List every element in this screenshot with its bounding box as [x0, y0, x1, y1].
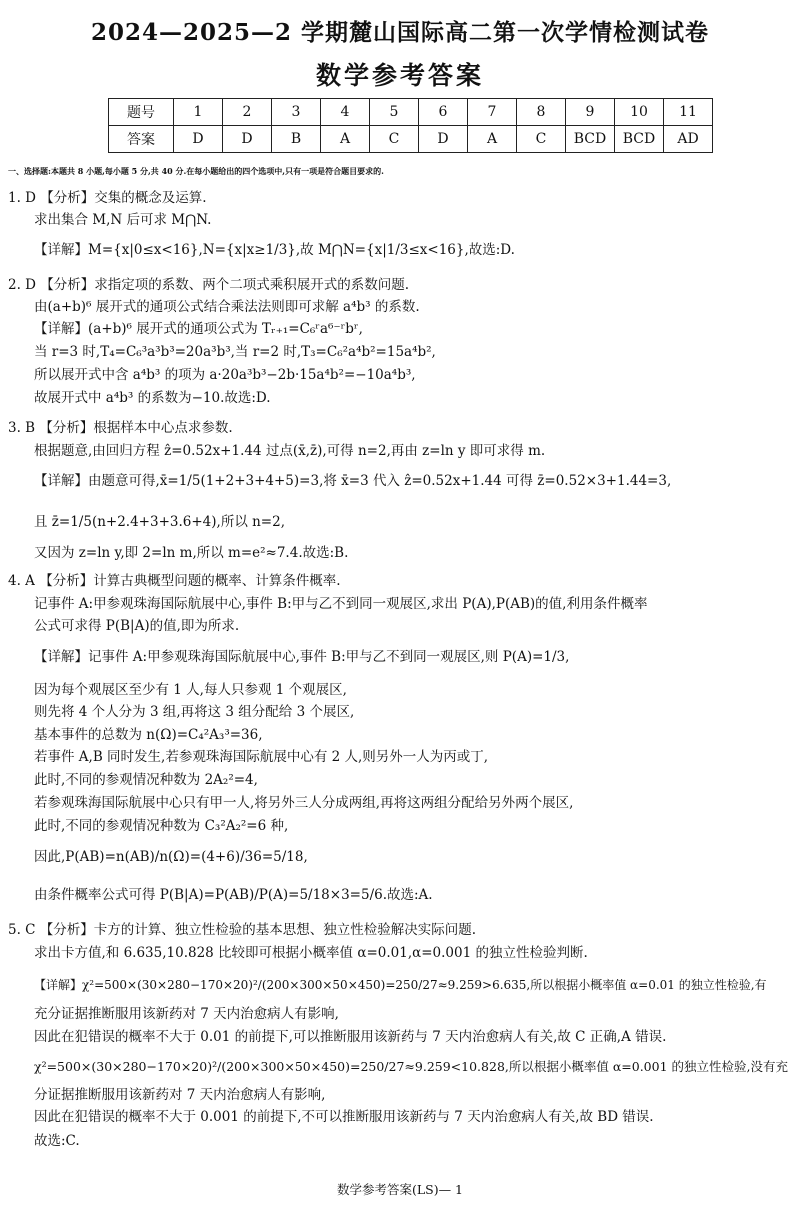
solution-line: 故选:C. — [34, 1133, 80, 1149]
solution-line: 【详解】(a+b)⁶ 展开式的通项公式为 Tᵣ₊₁=C₆ʳa⁶⁻ʳbʳ, — [34, 321, 363, 337]
solution-line: 基本事件的总数为 n(Ω)=C₄²A₃³=36, — [34, 727, 263, 743]
solution-line: 当 r=3 时,T₄=C₆³a³b³=20a³b³,当 r=2 时,T₃=C₆²a⁴b²=15a⁴b², — [34, 344, 436, 360]
answer-cell: BCD — [566, 126, 615, 153]
answer-cell: BCD — [615, 126, 664, 153]
solution-line: 此时,不同的参观情况种数为 2A₂²=4, — [34, 772, 258, 788]
question-number: 11 — [664, 99, 713, 126]
question-heading: 5. C 【分析】卡方的计算、独立性检验的基本思想、独立性检验解决实际问题. — [8, 922, 477, 938]
solution-line: 公式可求得 P(B|A)的值,即为所求. — [34, 618, 240, 634]
exam-title: 2024—2025—2 学期麓山国际高二第一次学情检测试卷 — [90, 19, 710, 46]
question-heading: 3. B 【分析】根据样本中心点求参数. — [8, 420, 233, 436]
question-number: 2 — [223, 99, 272, 126]
answer-cell: AD — [664, 126, 713, 153]
answer-cell: B — [272, 126, 321, 153]
question-number: 8 — [517, 99, 566, 126]
answer-subtitle: 数学参考答案 — [315, 61, 484, 90]
solution-line: 因此在犯错误的概率不大于 0.01 的前提下,可以推断服用该新药与 7 天内治愈病人有关,故 C 正确,A 错误. — [34, 1029, 667, 1045]
section-heading: 一、选择题:本题共 8 小题,每小题 5 分,共 40 分.在每小题给出的四个选项中,只有一项是符合题目要求的. — [8, 166, 384, 176]
question-number: 3 — [272, 99, 321, 126]
solution-line: 根据题意,由回归方程 ẑ=0.52x+1.44 过点(x̄,z̄),可得 n=2,再由 z=ln y 即可求得 m. — [34, 443, 546, 459]
question-number: 5 — [370, 99, 419, 126]
answer-cell: D — [174, 126, 223, 153]
solution-line: 故展开式中 a⁴b³ 的系数为−10.故选:D. — [34, 390, 271, 406]
solution-line: 因此在犯错误的概率不大于 0.001 的前提下,不可以推断服用该新药与 7 天内治愈病人有关,故 BD 错误. — [34, 1109, 654, 1125]
answer-cell: A — [321, 126, 370, 153]
answer-cell: C — [370, 126, 419, 153]
answer-cell: C — [517, 126, 566, 153]
question-number: 9 — [566, 99, 615, 126]
question-heading: 4. A 【分析】计算古典概型问题的概率、计算条件概率. — [8, 573, 341, 589]
answer-key-table — [108, 98, 713, 153]
row-label-answer: 答案 — [109, 126, 174, 153]
solution-line: 此时,不同的参观情况种数为 C₃²A₂²=6 种, — [34, 818, 289, 834]
question-number: 7 — [468, 99, 517, 126]
answer-row — [109, 126, 713, 153]
question-heading: 2. D 【分析】求指定项的系数、两个二项式乘积展开式的系数问题. — [8, 277, 410, 293]
solution-line: 【详解】M={x|0≤x<16},N={x|x≥1/3},故 M⋂N={x|1/3≤x<16},故选:D. — [34, 242, 515, 258]
solution-line: 因此,P(AB)=n(AB)/n(Ω)=(4+6)/36=5/18, — [34, 849, 308, 865]
solution-line: 【详解】由题意可得,x̄=1/5(1+2+3+4+5)=3,将 x̄=3 代入 ẑ=0.52x+1.44 可得 z̄=0.52×3+1.44=3, — [34, 473, 672, 489]
question-number-row — [109, 99, 713, 126]
solution-line: 求出卡方值,和 6.635,10.828 比较即可根据小概率值 α=0.01,α=0.001 的独立性检验判断. — [34, 945, 588, 961]
solution-line: 由(a+b)⁶ 展开式的通项公式结合乘法法则即可求解 a⁴b³ 的系数. — [34, 299, 420, 315]
solution-line: 又因为 z=ln y,即 2=ln m,所以 m=e²≈7.4.故选:B. — [34, 545, 349, 561]
answer-cell: D — [223, 126, 272, 153]
solution-line: 且 z̄=1/5(n+2.4+3+3.6+4),所以 n=2, — [34, 514, 286, 530]
question-number: 10 — [615, 99, 664, 126]
answer-cell: A — [468, 126, 517, 153]
answer-cell: D — [419, 126, 468, 153]
row-label-number: 题号 — [109, 99, 174, 126]
solution-line: 则先将 4 个人分为 3 组,再将这 3 组分配给 3 个展区, — [34, 704, 355, 720]
solution-line: 求出集合 M,N 后可求 M⋂N. — [34, 212, 212, 228]
solution-line: 因为每个观展区至少有 1 人,每人只参观 1 个观展区, — [34, 682, 347, 698]
page-footer: 数学参考答案(LS)— 1 — [336, 1182, 464, 1197]
solution-line: 【详解】χ²=500×(30×280−170×20)²/(200×300×50×450)=250/27≈9.259>6.635,所以根据小概率值 α=0.01 的独立性检验,有 — [34, 978, 767, 992]
solution-line: 分证据推断服用该新药对 7 天内治愈病人有影响, — [34, 1087, 326, 1103]
solution-line: χ²=500×(30×280−170×20)²/(200×300×50×450)=250/27≈9.259<10.828,所以根据小概率值 α=0.001 的独立性检验,没有充 — [34, 1059, 788, 1074]
question-number: 1 — [174, 99, 223, 126]
solution-line: 若参观珠海国际航展中心只有甲一人,将另外三人分成两组,再将这两组分配给另外两个展区, — [34, 795, 574, 811]
solution-line: 所以展开式中含 a⁴b³ 的项为 a·20a³b³−2b·15a⁴b²=−10a⁴b³, — [34, 367, 416, 383]
question-number: 6 — [419, 99, 468, 126]
solution-line: 充分证据推断服用该新药对 7 天内治愈病人有影响, — [34, 1006, 339, 1022]
solution-line: 若事件 A,B 同时发生,若参观珠海国际航展中心有 2 人,则另外一人为丙或丁, — [34, 749, 489, 765]
question-number: 4 — [321, 99, 370, 126]
solution-line: 由条件概率公式可得 P(B|A)=P(AB)/P(A)=5/18×3=5/6.故选:A. — [34, 887, 433, 903]
solution-line: 记事件 A:甲参观珠海国际航展中心,事件 B:甲与乙不到同一观展区,求出 P(A),P(AB)的值,利用条件概率 — [34, 596, 648, 612]
question-heading: 1. D 【分析】交集的概念及运算. — [8, 190, 207, 206]
solution-line: 【详解】记事件 A:甲参观珠海国际航展中心,事件 B:甲与乙不到同一观展区,则 P(A)=1/3, — [34, 649, 570, 665]
